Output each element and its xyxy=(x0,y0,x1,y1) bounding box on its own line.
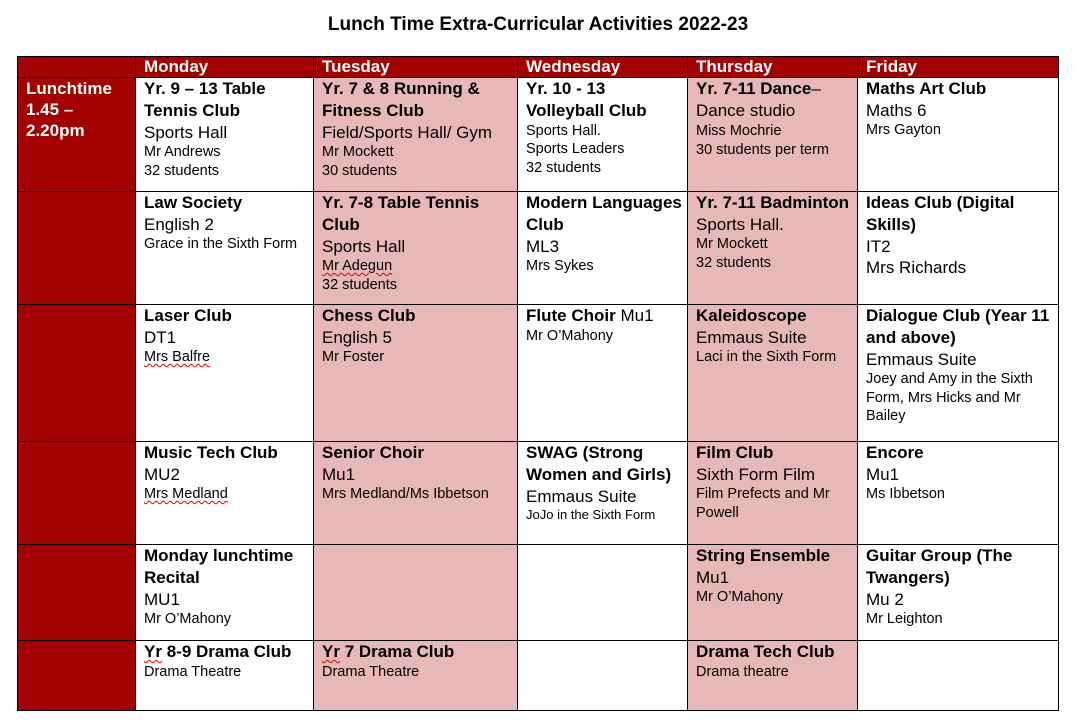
activity-cell-tuesday xyxy=(314,442,518,545)
activity-room: Sports Hall xyxy=(322,237,406,256)
activity-cell-tuesday xyxy=(314,78,518,192)
activity-lead: Sports Leaders xyxy=(526,141,625,157)
activity-lead xyxy=(144,348,313,367)
activity-name: 7 Drama Club xyxy=(344,642,455,661)
activity-cell-tuesday-empty xyxy=(314,545,518,641)
activity-lead: Mrs Gayton xyxy=(866,122,941,138)
side-column-cell xyxy=(18,442,136,545)
activity-lead: Film Prefects and Mr Powell xyxy=(696,486,830,521)
activity-cell-tuesday xyxy=(314,641,518,711)
activity-name: Yr. 7 & 8 Running & Fitness Club xyxy=(322,79,480,120)
activity-lead: JoJo in the Sixth Form xyxy=(526,507,656,522)
table-row xyxy=(18,545,1059,641)
activity-lead: Mr Mockett xyxy=(322,144,394,160)
activity-cell-friday xyxy=(858,192,1059,305)
activity-cell-monday xyxy=(136,305,314,442)
activity-name-line xyxy=(696,78,857,122)
activity-lead: Mr Andrews xyxy=(144,144,221,160)
activity-name: Guitar Group (The Twangers) xyxy=(866,546,1013,587)
activity-capacity: 30 students per term xyxy=(696,141,829,158)
activity-lead: Mr Leighton xyxy=(866,611,943,627)
activity-room: Mu1 xyxy=(620,306,654,325)
activity-cell-monday xyxy=(136,545,314,641)
activity-cell-monday xyxy=(136,78,314,192)
activity-lead: Grace in the Sixth Form xyxy=(144,236,298,252)
activity-capacity: 30 students xyxy=(322,162,397,179)
activity-room: Emmaus Suite xyxy=(696,328,807,347)
activity-lead: Joey and Amy in the Sixth Form, Mrs Hicks and Mr Bailey xyxy=(866,371,1033,424)
activity-room: Sports Hall xyxy=(144,123,228,142)
activity-lead: Drama Theatre xyxy=(144,664,242,680)
activity-room: IT2 xyxy=(866,237,891,256)
activity-room: Emmaus Suite xyxy=(526,487,637,506)
activity-room: Maths 6 xyxy=(866,101,927,120)
activity-cell-thursday xyxy=(688,305,858,442)
side-column-cell xyxy=(18,192,136,305)
activity-lead: Mrs Medland/Ms Ibbetson xyxy=(322,486,489,502)
activity-name: Yr. 7-11 Badminton xyxy=(696,193,850,212)
activity-room: Sports Hall. xyxy=(696,215,784,234)
activity-name: Yr. 7-11 Dance xyxy=(696,79,812,98)
activity-capacity: 32 students xyxy=(144,162,219,179)
activity-name-suffix: – Dance studio xyxy=(696,79,821,120)
activity-cell-friday xyxy=(858,545,1059,641)
activity-name: Modern Languages Club xyxy=(526,193,682,234)
activity-lead: Mr Foster xyxy=(322,349,385,365)
activity-name: Ideas Club (Digital Skills) xyxy=(866,193,1015,234)
activity-cell-wednesday-empty xyxy=(518,545,688,641)
activity-name: Laser Club xyxy=(144,306,232,325)
activity-lead: Drama theatre xyxy=(696,664,789,680)
activity-cell-thursday xyxy=(688,641,858,711)
activity-lead: Laci in the Sixth Form xyxy=(696,349,837,365)
activity-lead: Mr O’Mahony xyxy=(696,589,784,605)
activity-room: Field/Sports Hall/ Gym xyxy=(322,123,493,142)
activity-name-line xyxy=(322,641,517,663)
activity-room: English 2 xyxy=(144,215,214,234)
header-thursday: Thursday xyxy=(688,57,858,78)
activity-cell-friday xyxy=(858,78,1059,192)
activity-cell-thursday xyxy=(688,545,858,641)
activity-capacity: 32 students xyxy=(696,254,771,271)
activity-room: MU2 xyxy=(144,465,180,484)
activity-name: Dialogue Club (Year 11 and above) xyxy=(866,306,1050,347)
activity-name: Chess Club xyxy=(322,306,416,325)
activity-cell-friday-empty xyxy=(858,641,1059,711)
header-friday: Friday xyxy=(858,57,1059,78)
activity-cell-wednesday xyxy=(518,78,688,192)
activity-name: Monday lunchtime Recital xyxy=(144,546,294,587)
activity-cell-wednesday-empty xyxy=(518,641,688,711)
activity-name: Encore xyxy=(866,443,924,462)
activity-lead xyxy=(322,257,517,276)
activity-name: Yr. 9 – 13 Table Tennis Club xyxy=(144,79,266,120)
activity-room: Mu1 xyxy=(866,465,900,484)
lunchtime-label-line: 2.20pm xyxy=(26,121,85,140)
activity-name: Yr. 7-8 Table Tennis Club xyxy=(322,193,480,234)
header-corner xyxy=(18,57,136,78)
header-wednesday: Wednesday xyxy=(518,57,688,78)
activity-cell-friday xyxy=(858,305,1059,442)
activity-lead-name: Mrs Balfre xyxy=(144,349,211,365)
activity-name: Flute Choir xyxy=(526,306,616,325)
activity-lead: Drama Theatre xyxy=(322,664,420,680)
activity-name: Drama Tech Club xyxy=(696,642,835,661)
activity-lead-name: Mrs Medland xyxy=(144,486,228,502)
activity-name: Kaleidoscope xyxy=(696,306,807,325)
activity-cell-thursday xyxy=(688,442,858,545)
activity-name: SWAG (Strong Women and Girls) xyxy=(526,443,672,484)
header-monday: Monday xyxy=(136,57,314,78)
side-column-cell xyxy=(18,545,136,641)
activity-lead: Mrs Richards xyxy=(866,258,967,277)
activity-lead: Mr O’Mahony xyxy=(526,328,614,344)
activity-name-prefix: Yr xyxy=(322,642,340,661)
activity-lead: Mr O’Mahony xyxy=(144,611,232,627)
activity-name: Music Tech Club xyxy=(144,443,278,462)
activity-cell-monday xyxy=(136,192,314,305)
table-row xyxy=(18,192,1059,305)
activity-room: English 5 xyxy=(322,328,392,347)
activity-cell-wednesday xyxy=(518,305,688,442)
activity-room: Sixth Form Film xyxy=(696,465,815,484)
activity-name: String Ensemble xyxy=(696,546,831,565)
activity-name-line xyxy=(144,641,313,663)
side-column-cell xyxy=(18,305,136,442)
activity-cell-thursday xyxy=(688,192,858,305)
activity-room: Mu1 xyxy=(322,465,356,484)
activity-capacity: 32 students xyxy=(526,159,601,176)
activity-name: Law Society xyxy=(144,193,243,212)
activity-name-line xyxy=(526,305,687,327)
activity-name: Film Club xyxy=(696,443,774,462)
activity-cell-wednesday xyxy=(518,442,688,545)
activity-lead xyxy=(144,485,313,504)
lunchtime-label xyxy=(18,78,136,192)
activity-lead: Mrs Sykes xyxy=(526,258,594,274)
activity-lead: Mr Mockett xyxy=(696,236,768,252)
activity-name-prefix: Yr xyxy=(144,642,162,661)
activity-cell-tuesday xyxy=(314,192,518,305)
activity-cell-thursday xyxy=(688,78,858,192)
activities-timetable xyxy=(17,56,1059,711)
lunchtime-label-line: Lunchtime xyxy=(26,79,112,98)
activity-cell-monday xyxy=(136,641,314,711)
header-tuesday: Tuesday xyxy=(314,57,518,78)
activity-cell-monday xyxy=(136,442,314,545)
page-title: Lunch Time Extra-Curricular Activities 2022-23 xyxy=(327,14,749,35)
activity-room: Sports Hall. xyxy=(526,123,601,139)
activity-room: ML3 xyxy=(526,237,560,256)
activity-room: Emmaus Suite xyxy=(866,350,977,369)
header-row xyxy=(18,57,1059,78)
activity-name: 8-9 Drama Club xyxy=(166,642,292,661)
side-column-cell xyxy=(18,641,136,711)
activity-name: Maths Art Club xyxy=(866,79,987,98)
activity-cell-tuesday xyxy=(314,305,518,442)
table-row xyxy=(18,305,1059,442)
activity-lead-name: Mr Adegun xyxy=(322,258,393,274)
activity-name: Yr. 10 - 13 Volleyball Club xyxy=(526,79,647,120)
activity-name: Senior Choir xyxy=(322,443,425,462)
table-row xyxy=(18,442,1059,545)
table-row xyxy=(18,78,1059,192)
activity-cell-friday xyxy=(858,442,1059,545)
activity-lead: Miss Mochrie xyxy=(696,123,782,139)
activity-room: MU1 xyxy=(144,590,180,609)
activity-cell-wednesday xyxy=(518,192,688,305)
activity-lead: Ms Ibbetson xyxy=(866,486,945,502)
activity-room: Mu 2 xyxy=(866,590,904,609)
activity-room: Mu1 xyxy=(696,568,730,587)
activity-room: DT1 xyxy=(144,328,177,347)
activity-capacity: 32 students xyxy=(322,276,397,293)
table-row xyxy=(18,641,1059,711)
lunchtime-label-line: 1.45 – xyxy=(26,100,74,119)
